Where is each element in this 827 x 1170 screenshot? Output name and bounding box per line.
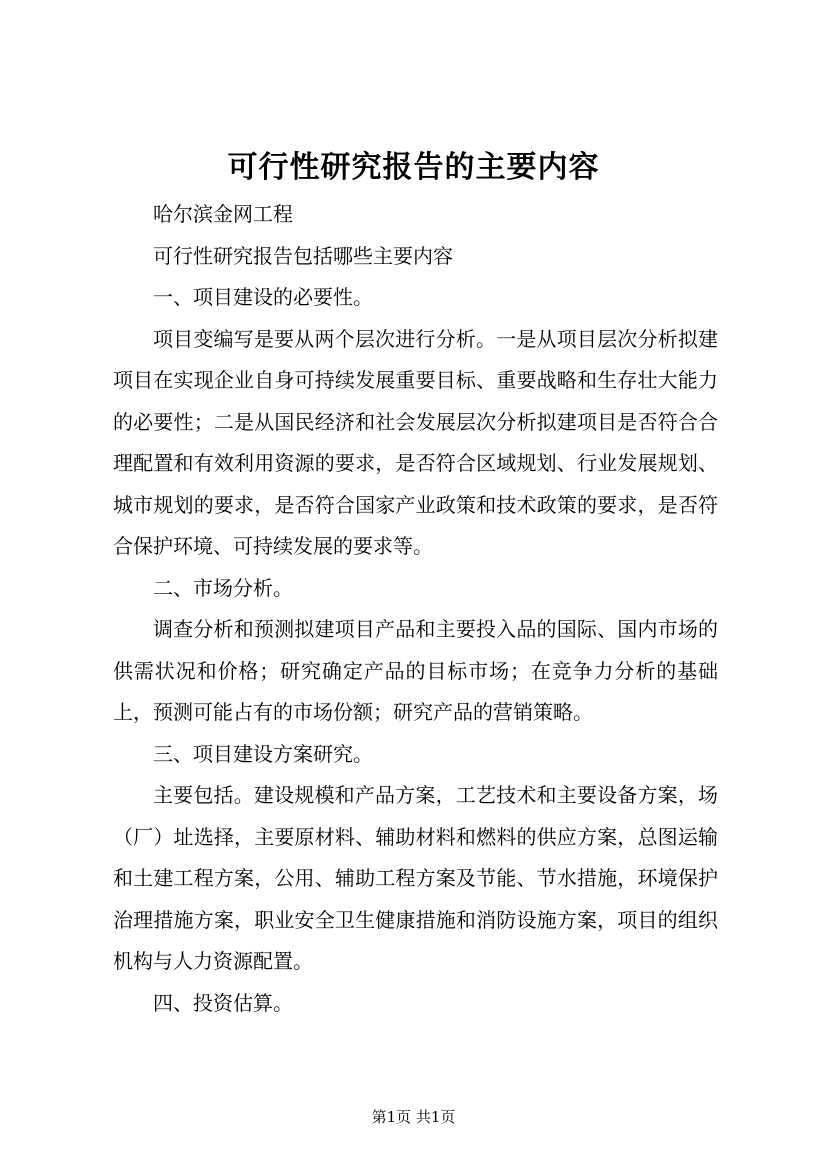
paragraph-construction: 主要包括。建设规模和产品方案，工艺技术和主要设备方案，场（厂）址选择，主要原材料、辅助材料和燃料的供应方案，总图运输和土建工程方案，公用、辅助工程方案及节能、节水措施，环境保护治理措施方案，职业安全卫生健康措施和消防设施方案，项目的组织机构与人力资源配置。 — [113, 783, 718, 973]
section-heading-market: 二、市场分析。 — [153, 575, 293, 600]
page-footer: 第1页 共1页 — [371, 1108, 456, 1126]
paragraph-market: 调查分析和预测拟建项目产品和主要投入品的国际、国内市场的供需状况和价格；研究确定产品的目标市场；在竞争力分析的基础上，预测可能占有的市场份额；研究产品的营销策略。 — [113, 617, 718, 724]
section-heading-necessity: 一、项目建设的必要性。 — [153, 285, 373, 309]
paragraph-project-name: 哈尔滨金网工程 — [153, 202, 293, 226]
section-heading-investment: 四、投资估算。 — [153, 990, 293, 1015]
paragraph-intro: 可行性研究报告包括哪些主要内容 — [153, 243, 453, 268]
document-title: 可行性研究报告的主要内容 — [227, 150, 600, 185]
document-body — [113, 194, 718, 1024]
section-heading-construction: 三、项目建设方案研究。 — [153, 741, 373, 766]
paragraph-necessity: 项目变编写是要从两个层次进行分析。一是从项目层次分析拟建项目在实现企业自身可持续发展重要目标、重要战略和生存壮大能力的必要性；二是从国民经济和社会发展层次分析拟建项目是否符合合理配置和有效利用资源的要求，是否符合区域规划、行业发展规划、城市规划的要求，是否符合国家产业政策和技术政策的要求，是否符合保护环境、可持续发展的要求等。 — [113, 326, 718, 558]
